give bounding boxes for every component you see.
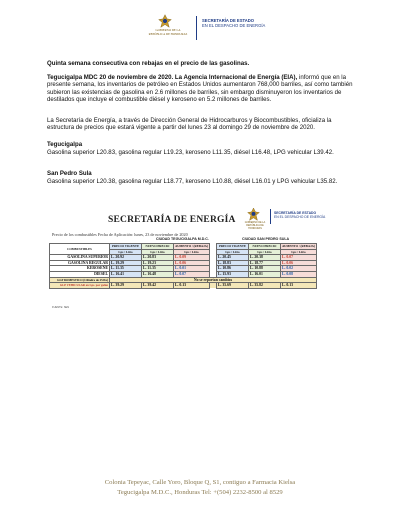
table-row: KEROSENE L. 11.35 L. 11.35 L. 0.01 L. 10.86 L. 10.88 L. 0.02 — [50, 266, 317, 272]
footer-address: Colonia Tepeyac, Calle Yoro, Bloque Q, S1, contiguo a Farmacia Kielsa — [104, 479, 296, 486]
table-row: DIESEL L. 16.41 L. 16.48 L. 0.07 L. 15.93 L. 16.01 L. 0.08 — [50, 271, 317, 277]
table-header-row — [50, 244, 317, 250]
secretaria-label: SECRETARÍA DE ESTADO EN EL DESPACHO DE ENERGÍA — [202, 18, 266, 29]
paragraph-eia-lead: Tegucigalpa MDC 20 de noviembre de 2020. La Agencia Internacional de Energía (EIA), — [47, 74, 298, 81]
inset-title: SECRETARÍA DE ENERGÍA — [108, 215, 236, 225]
city-header-tgu: CIUDAD TEGUCIGALPA M.D.C. — [156, 237, 209, 241]
city-tegucigalpa-prices: Gasolina superior L20.83, gasolina regular L19.23, keroseno L11.35, diésel L16.48, LPG vehicular L39.42. — [47, 149, 334, 156]
col-header: PRECIO VIGENTE — [110, 244, 142, 250]
paragraph-eia — [47, 74, 359, 104]
col-header: AUMENTO / (REBAJA) — [281, 244, 315, 248]
unit-label: Lps / Litro — [280, 249, 316, 255]
table-row-glp-domestico: GLP DOMESTICO (Cilindro de 25 lbs) No se reportan cambios — [50, 277, 317, 283]
unit-label: Lps / Litro — [142, 249, 174, 255]
honduras-seal-icon — [158, 14, 172, 28]
city-header-sps: CIUDAD SAN PEDRO SULA — [242, 237, 290, 241]
city-tegucigalpa-title: Tegucigalpa — [47, 141, 83, 148]
table-source: FUENTE: SEN — [52, 306, 70, 309]
letterhead — [0, 14, 400, 48]
paragraph-structure: La Secretaría de Energía, a través de Dirección General de Hidrocarburos y Biocombustibles, oficializa la estructura de precios que estará vigente a partir del lunes 23 al domingo 29 de noviembre de 2020. — [47, 117, 332, 132]
table-row: GASOLINA REGULAR L. 19.29 L. 19.23 L. 0.06 L. 18.83 L. 18.77 L. 0.06 — [50, 260, 317, 266]
gov-label: GOBIERNO DE LA REPÚBLICA DE HONDURAS — [148, 28, 188, 36]
header-divider — [196, 16, 197, 40]
inset-secretaria-label: SECRETARÍA DE ESTADO EN EL DESPACHO DE ENERGÍA — [274, 211, 326, 220]
table-row-glp-vehicular: GLP VEHICULAR en Lps. por galón L. 39.29 L. 39.42 L. 0.13 L. 35.69 L. 35.82 L. 0.13 — [50, 283, 317, 289]
col-header: AUMENTO / (REBAJA) — [175, 244, 208, 248]
inset-subtitle: Precio de los combustibles Fecha de Aplicación: lunes, 23 de noviembre de 2020 — [52, 232, 188, 237]
unit-label: Lps / Litro — [216, 249, 248, 255]
unit-label: Lps / Litro — [174, 249, 210, 255]
col-header: NUEVO PRECIO — [248, 244, 280, 250]
col-header: NUEVO PRECIO — [142, 244, 174, 250]
col-header: PRECIO VIGENTE — [216, 244, 248, 250]
table-row: GASOLINA SUPERIOR L. 20.92 L. 20.83 L. 0.09 L. 20.45 L. 20.38 L. 0.07 — [50, 255, 317, 261]
city-sps-title: San Pedro Sula — [47, 170, 92, 177]
price-table-image — [46, 206, 359, 312]
paragraph-eia-body: informó que en la presente semana, los inventarios de petróleo en Estados Unidos aumentaron 768,000 barriles, así como también subieron las existencias de gasolina en 2.6 millones de barriles, sin embargo disminuyeron los inventarios de destilados que incluye el combustible diésel y keroseno en 5.2 millones de barriles. — [47, 74, 353, 104]
inset-divider — [270, 209, 271, 224]
footer-contact: Tegucigalpa M.D.C., Honduras Tel: +(504) 2232-8500 al 8529 — [117, 489, 283, 496]
headline: Quinta semana consecutiva con rebajas en el precio de las gasolinas. — [47, 60, 250, 67]
col-combustibles: COMBUSTIBLES — [50, 244, 110, 255]
city-sps-prices: Gasolina superior L20.38, gasolina regular L18.77, keroseno L10.88, diésel L16.01 y LPG vehicular L35.82. — [47, 178, 338, 185]
glp-status: No se reportan cambios — [110, 277, 317, 283]
inset-gov-label: GOBIERNO DE LA REPÚBLICA DE HONDURAS — [244, 221, 266, 230]
unit-label: Lps / Litro — [248, 249, 280, 255]
inset-seal-icon — [247, 207, 260, 222]
unit-label: Lps / Litro — [110, 249, 142, 255]
price-table — [49, 243, 317, 289]
